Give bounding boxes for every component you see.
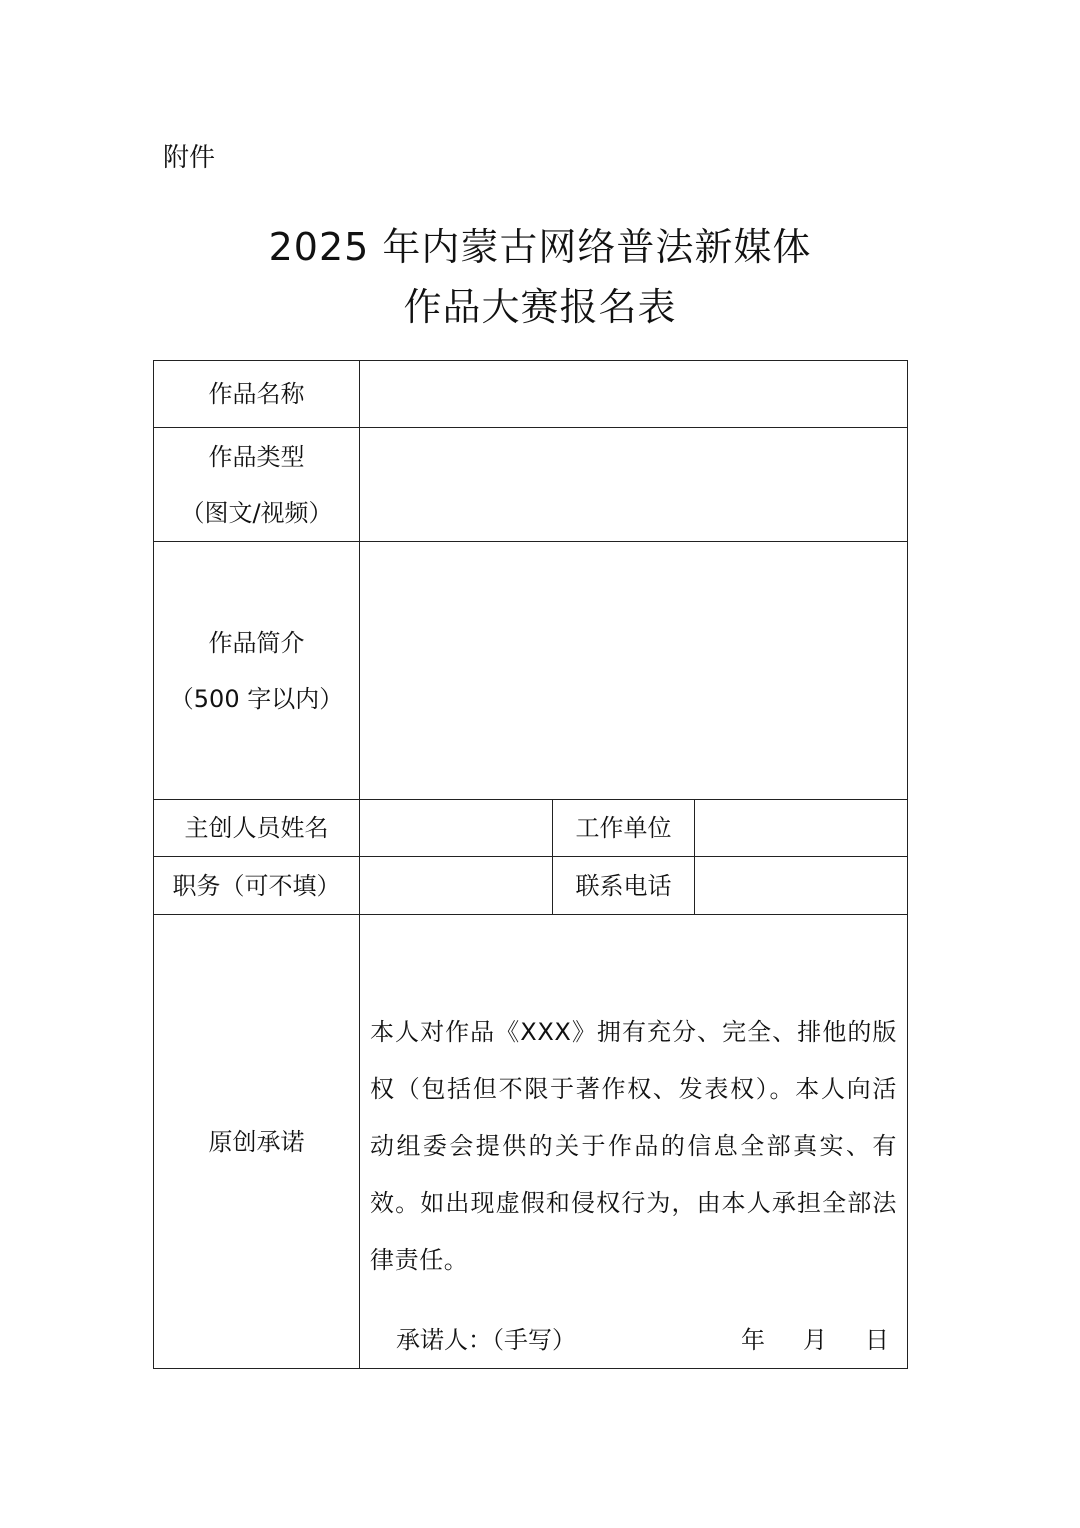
- page-title-line1: 2025 年内蒙古网络普法新媒体: [268, 225, 812, 269]
- pledge-label: 原创承诺: [154, 915, 360, 1369]
- row-work-name: [154, 361, 908, 428]
- row-work-type: [154, 428, 908, 542]
- work-unit-label: 工作单位: [553, 800, 695, 857]
- page-title-line2: 作品大赛报名表: [403, 285, 677, 329]
- pledge-cell: [360, 915, 908, 1369]
- summary-label-cell: [154, 542, 360, 800]
- registration-form-table: [153, 360, 908, 1369]
- row-position: [154, 857, 908, 915]
- work-type-field[interactable]: [360, 428, 908, 542]
- work-unit-field[interactable]: [695, 800, 908, 857]
- position-label: 职务（可不填）: [154, 857, 360, 915]
- month-label: 月: [803, 1326, 828, 1354]
- work-name-field[interactable]: [360, 361, 908, 428]
- summary-sublabel: （500 字以内）: [169, 684, 344, 713]
- summary-label: 作品简介: [208, 628, 305, 657]
- phone-label: 联系电话: [553, 857, 695, 915]
- attachment-label: 附件: [163, 143, 216, 173]
- day-label: 日: [865, 1326, 890, 1354]
- creator-name-label: 主创人员姓名: [154, 800, 360, 857]
- creator-name-field[interactable]: [360, 800, 553, 857]
- summary-field[interactable]: [360, 542, 908, 800]
- work-type-sublabel: （图文/视频）: [180, 498, 333, 527]
- work-type-label: 作品类型: [208, 442, 305, 471]
- row-pledge: [154, 915, 908, 1369]
- year-label: 年: [741, 1326, 766, 1354]
- pledge-text: 本人对作品《XXX》拥有充分、完全、排他的版权（包括但不限于著作权、发表权）。本人向活动组委会提供的关于作品的信息全部真实、有效。如出现虚假和侵权行为，由本人承担全部法律责任。: [370, 1018, 898, 1274]
- work-name-label: 作品名称: [154, 361, 360, 428]
- position-field[interactable]: [360, 857, 553, 915]
- phone-field[interactable]: [695, 857, 908, 915]
- date-row: [741, 1322, 889, 1358]
- row-summary: [154, 542, 908, 800]
- row-creator: [154, 800, 908, 857]
- work-type-label-cell: [154, 428, 360, 542]
- signer-label: 承诺人：（手写）: [396, 1326, 576, 1354]
